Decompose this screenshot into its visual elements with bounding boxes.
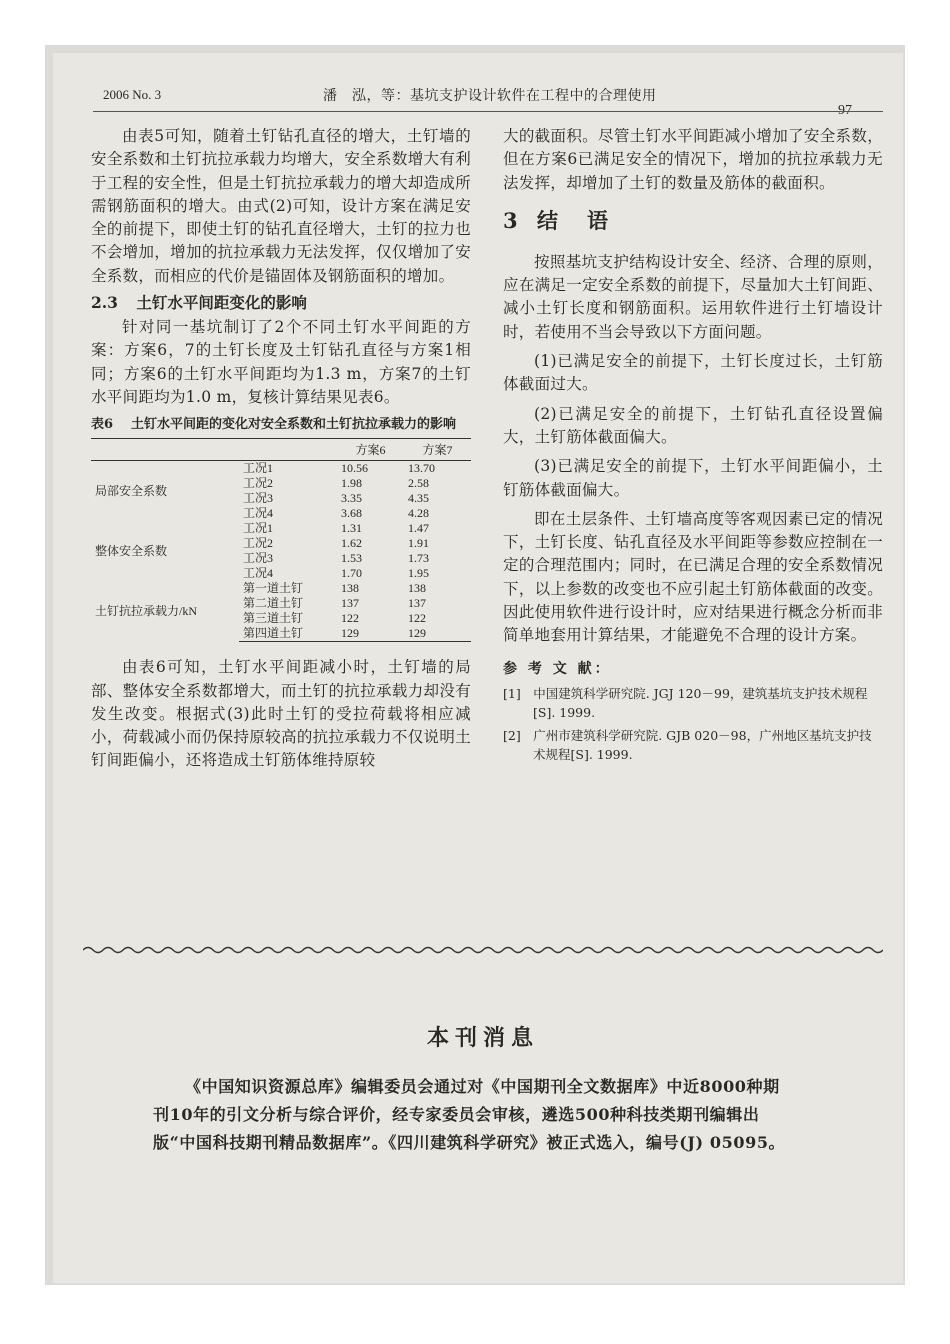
notice-body: 《中国知识资源总库》编辑委员会通过对《中国期刊全文数据库》中近8000种期刊10年的引文分析与综合评价，经专家委员会审核，遴选500种科技类期刊编辑出版“中国科技期刊精品数据库”。《四川建筑科学研究》被正式选入，编号(J) 05095。 — [153, 1077, 786, 1152]
right-column — [503, 125, 883, 768]
header-rule — [93, 111, 883, 112]
cell: 1.62 — [341, 536, 362, 551]
table-row — [91, 581, 471, 596]
header-issue: 2006 No. 3 — [103, 87, 162, 102]
paragraph: 即在土层条件、土钉墙高度等客观因素已定的情况下，土钉长度、钻孔直径及水平间距等参数应控制在一定的合理范围内；同时，在已满足合理的安全系数情况下，以上参数的改变也不应引起土钉筋体截面的改变。因此使用软件进行设计时，应对结果进行概念分析而非简单地套用计算结果，才能避免不合理的设计方案。 — [503, 509, 883, 645]
cell: 1.95 — [408, 566, 429, 581]
section-heading — [91, 292, 471, 314]
cell: 1.70 — [341, 566, 362, 581]
page-photo — [45, 45, 905, 1285]
paragraph: 大的截面积。尽管土钉水平间距减小增加了安全系数，但在方案6已满足安全的情况下，增加的抗拉承载力无法发挥，却增加了土钉的数量及筋体的截面积。 — [503, 127, 883, 192]
cell: 129 — [337, 626, 404, 642]
cell: 1.98 — [341, 476, 362, 491]
section-heading — [503, 205, 883, 235]
caption-text: 土钉水平间距的变化对安全系数和土钉抗拉承载力的影响 — [131, 417, 457, 433]
table-row — [91, 461, 471, 477]
paragraph: 针对同一基坑制订了2个不同土钉水平间距的方案：方案6，7的土钉长度及土钉钻孔直径与方案1相同；方案6的土钉水平间距均为1.3 m，方案7的土钉水平间距均为1.0 m，复核计算结果见表6。 — [91, 318, 471, 406]
row-label: 工况2 — [243, 536, 274, 551]
row-label: 工况1 — [243, 521, 274, 536]
cell: 137 — [341, 596, 359, 611]
row-label: 工况1 — [243, 461, 274, 476]
table-caption — [91, 415, 471, 434]
reference-item: [1] 中国建筑科学研究院. JGJ 120－99，建筑基坑支护技术规程[S]. 1999. — [503, 685, 868, 720]
cell: 13.70 — [408, 461, 435, 476]
cell: 138 — [408, 581, 426, 596]
row-label: 工况4 — [243, 566, 274, 581]
cell: 137 — [408, 596, 426, 611]
header-title: 潘 泓，等：基坑支护设计软件在工程中的合理使用 — [323, 88, 657, 104]
group-label: 土钉抗拉承载力/kN — [95, 604, 198, 619]
cell: 129 — [404, 626, 471, 642]
row-label: 第四道土钉 — [239, 626, 337, 642]
reference-item: [2] 广州市建筑科学研究院. GJB 020－98，广州地区基坑支护技术规程[S]. 1999. — [503, 727, 872, 762]
cell: 2.58 — [408, 476, 429, 491]
cell: 122 — [408, 611, 426, 626]
cell: 122 — [341, 611, 359, 626]
wavy-divider — [83, 945, 883, 955]
paragraph: 由表5可知，随着土钉钻孔直径的增大，土钉墙的安全系数和土钉抗拉承载力均增大，安全系数增大有利于工程的安全性，但是土钉抗拉承载力的增大却造成所需钢筋面积的增大。由式(2)可知，设计方案在满足安全的前提下，即使土钉的钻孔直径增大，土钉的拉力也不会增加，增加的抗拉承载力无法发挥，仅仅增加了安全系数，而相应的代价是锚固体及钢筋面积的增加。 — [91, 127, 471, 285]
section-number: 2.3 — [91, 293, 118, 313]
group-label: 局部安全系数 — [95, 483, 168, 498]
row-label: 工况2 — [243, 476, 274, 491]
row-label: 工况4 — [243, 506, 274, 521]
cell: 1.31 — [341, 521, 362, 536]
cell: 3.35 — [341, 491, 362, 506]
row-label: 第三道土钉 — [243, 611, 304, 626]
cell: 1.91 — [408, 536, 429, 551]
cell: 3.68 — [341, 506, 362, 521]
group-label: 整体安全系数 — [95, 543, 168, 558]
cell: 10.56 — [341, 461, 368, 476]
cell: 138 — [341, 581, 359, 596]
row-label: 工况3 — [243, 551, 274, 566]
notice-title: 本刊消息 — [426, 1025, 539, 1051]
table-6 — [91, 438, 471, 642]
cell: 1.73 — [408, 551, 429, 566]
section-title: 土钉水平间距变化的影响 — [136, 293, 307, 313]
journal-page — [53, 53, 903, 1283]
cell: 1.53 — [341, 551, 362, 566]
col-plan7: 方案7 — [404, 439, 471, 461]
left-column — [91, 125, 471, 773]
col-plan6: 方案6 — [337, 439, 404, 461]
paragraph: 由表6可知，土钉水平间距减小时，土钉墙的局部、整体安全系数都增大，而土钉的抗拉承载力却没有发生改变。根据式(3)此时土钉的受拉荷载将相应减小，荷载减小而仍保持原较高的抗拉承载力不仅说明土钉间距偏小，还将造成土钉筋体维持原较 — [91, 658, 471, 770]
list-item: (2)已满足安全的前提下，土钉钻孔直径设置偏大，土钉筋体截面偏大。 — [503, 404, 883, 446]
row-label: 工况3 — [243, 491, 274, 506]
paragraph: 按照基坑支护结构设计安全、经济、合理的原则，应在满足一定安全系数的前提下，尽量加大土钉间距、减小土钉长度和钢筋面积。运用软件进行土钉墙设计时，若使用不当会导致以下方面问题。 — [503, 252, 883, 341]
cell: 4.35 — [408, 491, 429, 506]
cell: 1.47 — [408, 521, 429, 536]
cell: 4.28 — [408, 506, 429, 521]
list-item: (1)已满足安全的前提下，土钉长度过长，土钉筋体截面过大。 — [503, 352, 883, 394]
page-number: 97 — [838, 103, 852, 118]
section-number: 3 — [503, 207, 522, 233]
caption-number: 表6 — [91, 417, 114, 433]
references-heading: 参 考 文 献： — [503, 660, 612, 677]
row-label: 第一道土钉 — [243, 581, 304, 596]
section-title: 结 语 — [537, 207, 612, 233]
table-row — [91, 521, 471, 536]
row-label: 第二道土钉 — [243, 596, 304, 611]
list-item: (3)已满足安全的前提下，土钉水平间距偏小，土钉筋体截面偏大。 — [503, 457, 883, 499]
